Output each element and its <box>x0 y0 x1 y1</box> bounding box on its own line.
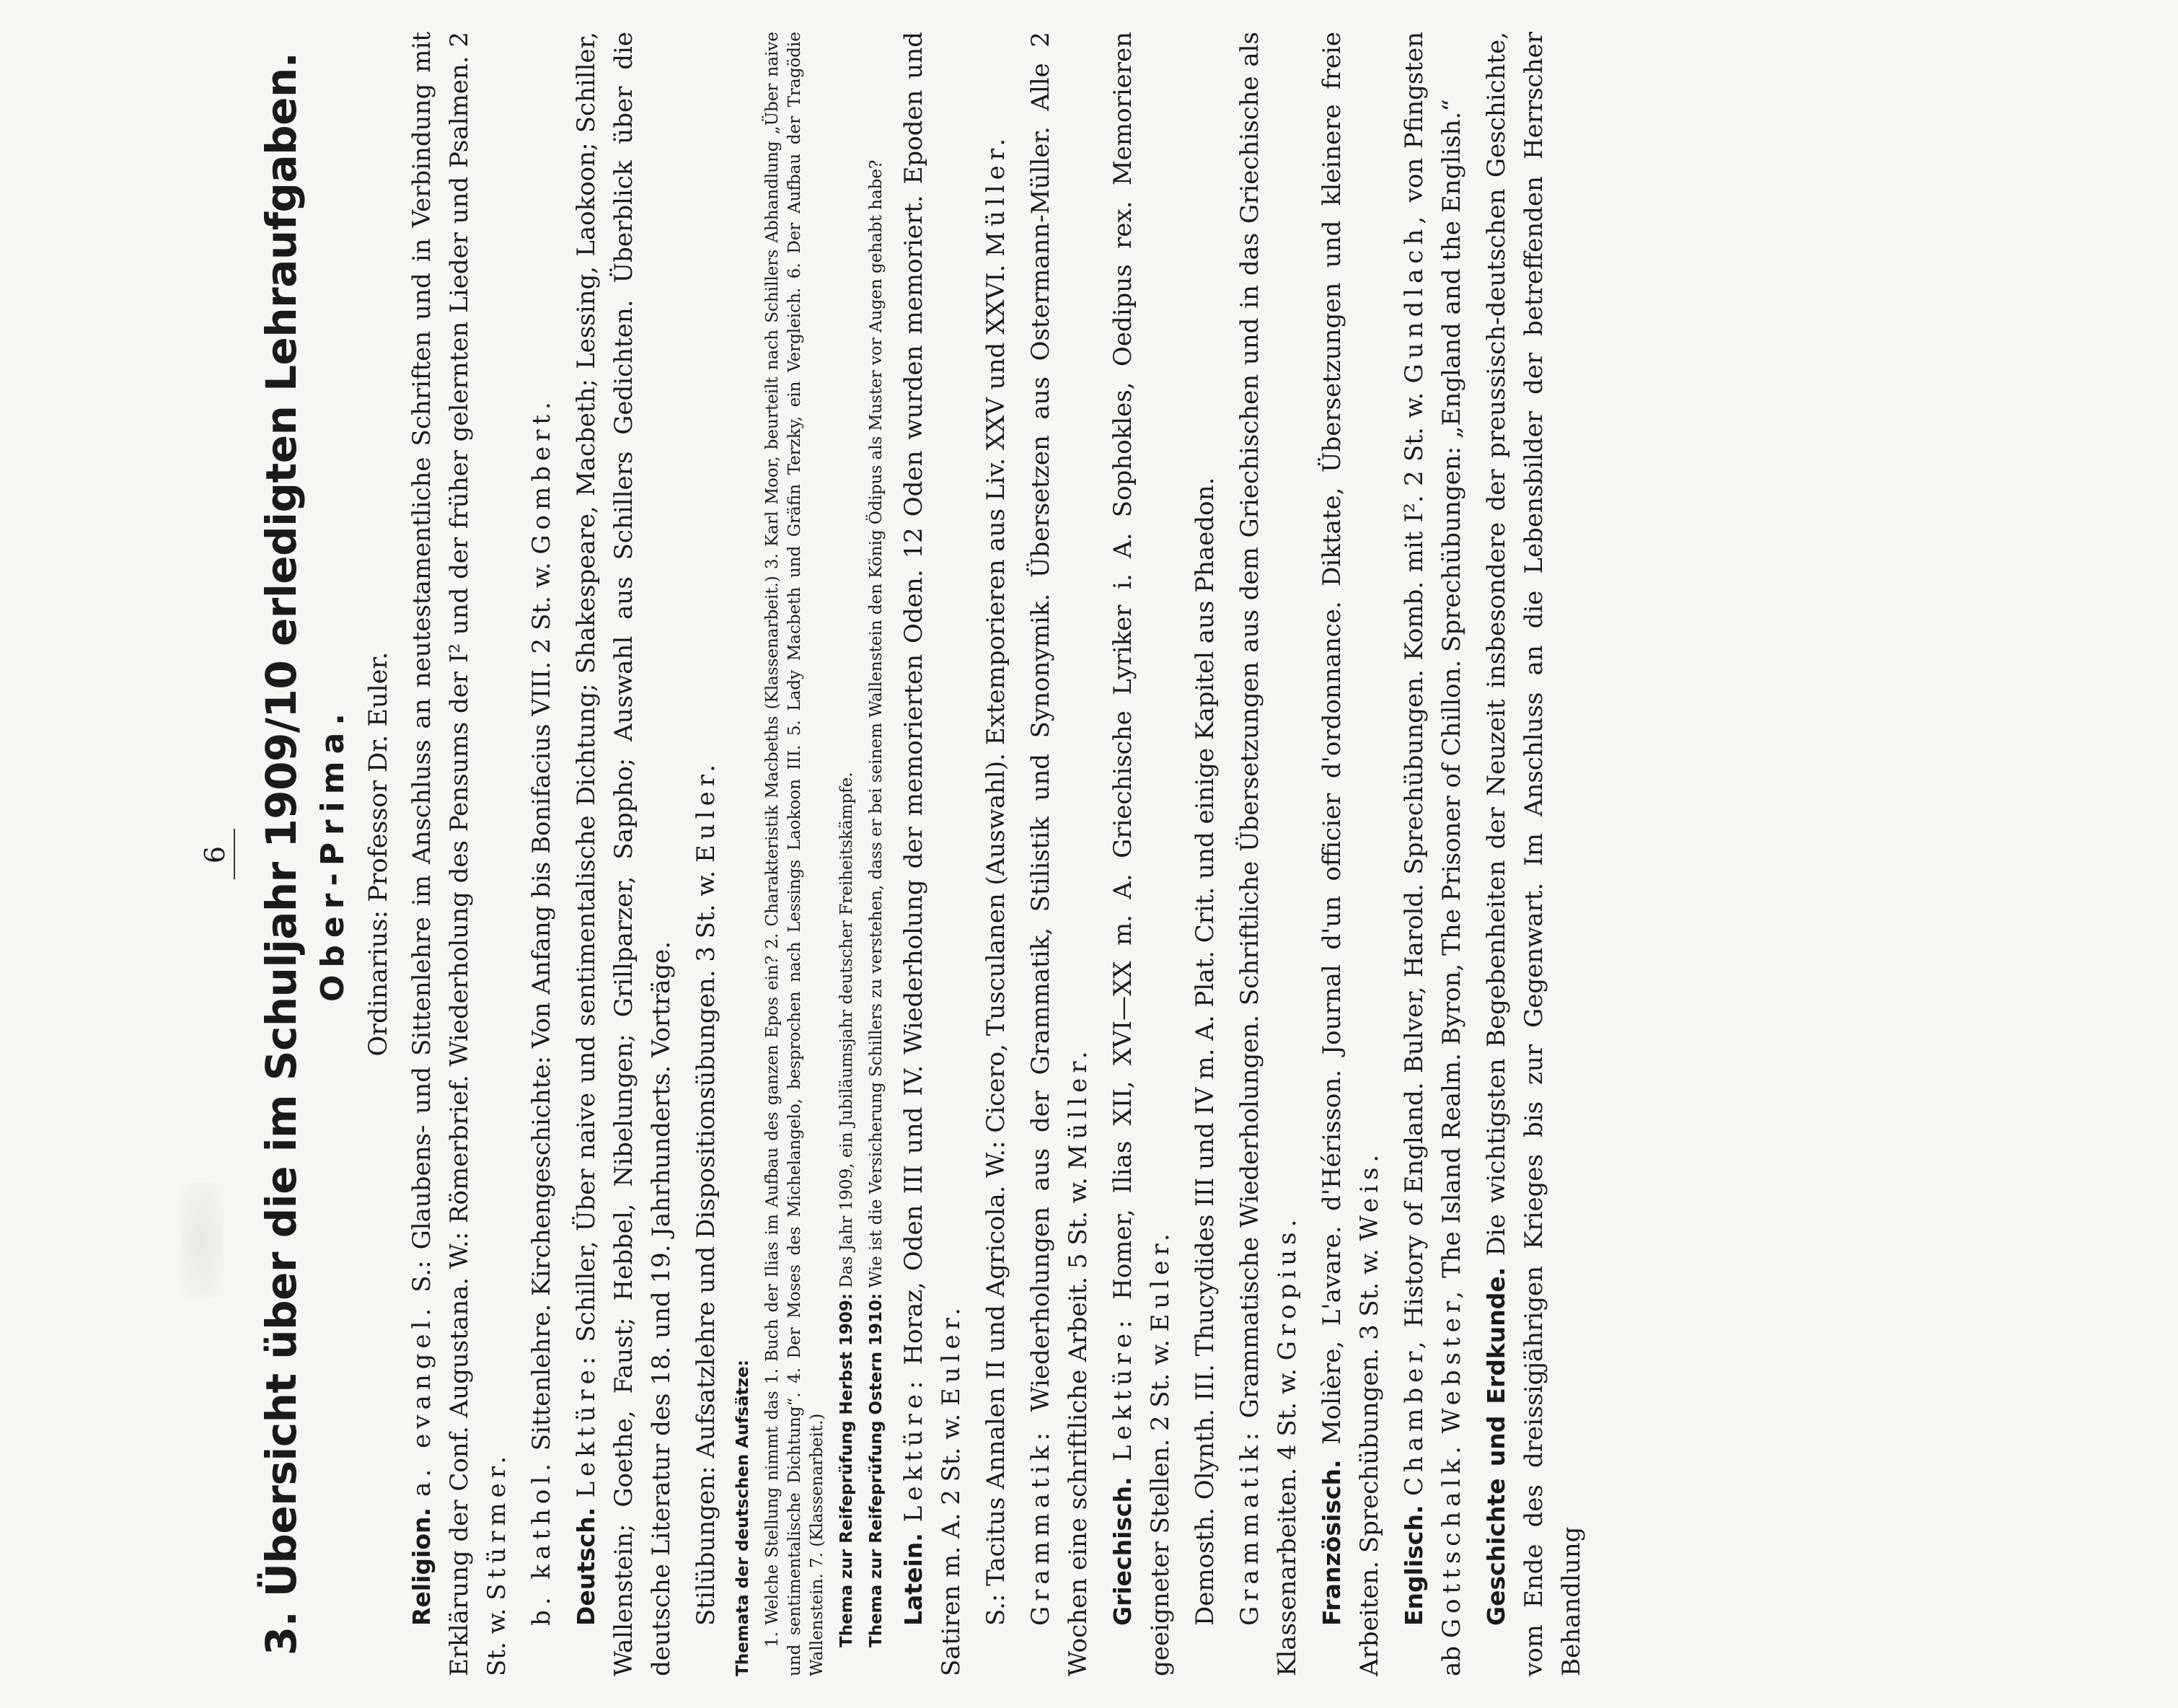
geschichte-text: Die wichtigsten Begebenheiten der Neuzeit insbesondere der preussisch-deutschen Geschichte, vom Ende des dreissigjährigen Krieges bis zur Gegenwart. Im Anschluss an die Lebensbilder der betreffenden Herrscher Behandlung <box>1482 32 1586 1676</box>
franzoesisch-teacher: Weis. <box>1355 1149 1384 1241</box>
thema-ostern <box>865 32 888 1676</box>
griechisch-demosth-paragraph <box>1186 32 1224 1676</box>
religion-paragraph-a <box>403 32 516 1676</box>
griechisch-grammatik-lead: Grammatik: <box>1235 1427 1264 1626</box>
section-heading: 3. Übersicht über die im Schuljahr 1909/10 erledigten Lehraufgaben. <box>257 52 306 1656</box>
subject-franzoesisch: Französisch. <box>1318 1459 1346 1626</box>
religion-a-teacher: Stürmer. <box>482 1451 511 1601</box>
themata-list <box>762 32 829 1676</box>
religion-b-teacher: Gombert. <box>527 397 556 555</box>
deutsch-lead: Lektüre: <box>572 1351 601 1498</box>
religion-paragraph-b <box>523 32 560 1676</box>
religion-b-lead: b. kathol. <box>527 1458 556 1626</box>
griechisch-grammatik-paragraph <box>1231 32 1306 1676</box>
deutsch-stil-text: Stilübungen: Aufsatzlehre und Dispositionsübungen. 3 St. w. <box>692 870 720 1626</box>
latein-grammatik-lead: Grammatik: <box>1026 1427 1055 1626</box>
latein-s-teacher: Müller. <box>982 133 1010 257</box>
englisch-author-webster: Webster, <box>1437 1285 1466 1434</box>
franzoesisch-paragraph <box>1313 32 1388 1676</box>
themata-heading-line <box>732 32 754 1676</box>
class-heading: Ober-Prima. <box>314 706 351 1002</box>
latein-s-text: S.: Tacitus Annalen II und Agricola. W.: Cicero, Tusculanen (Auswahl). Extemporieren aus Liv. XXV und XXVI. <box>982 264 1010 1626</box>
latein-grammatik-text: Wiederholungen aus der Grammatik, Stilistik und Synonymik. Übersetzen aus Ostermann-Müller. Alle 2 Wochen eine schriftliche Arbeit. 5 St. w. <box>1026 32 1093 1676</box>
griechisch-grammatik-teacher: Gropius. <box>1273 1214 1302 1361</box>
latein-teacher: Euler. <box>937 1303 966 1407</box>
griechisch-grammatik-text: Grammatische Wiederholungen. Schriftliche Übersetzungen aus dem Griechischen und in das Griechische als Klassenarbeiten. 4 St. w. <box>1235 32 1302 1676</box>
griechisch-teacher: Euler. <box>1146 1228 1175 1332</box>
griechisch-lead: Lektüre: <box>1108 1315 1137 1461</box>
englisch-text-1: History of England. Bulver, Harold. Sprechübungen. Komb. mit I². 2 St. w. <box>1400 392 1429 1327</box>
latein-grammatik-paragraph <box>1022 32 1097 1676</box>
subject-geschichte: Geschichte und Erdkunde. <box>1482 1267 1510 1626</box>
themata-heading: Themata der deutschen Aufsätze: <box>733 1360 752 1676</box>
geschichte-paragraph <box>1478 32 1590 1676</box>
religion-b-text: Sittenlehre. Kirchengeschichte: Von Anfang bis Bonifacius VIII. 2 St. w. <box>527 562 556 1451</box>
thema-herbst-label: Thema zur Reifeprüfung Herbst 1909: <box>837 1293 856 1647</box>
deutsch-text: Schiller, Über naive und sentimentalische Dichtung; Shakespeare, Macbeth; Lessing, Laokoon; Schiller, Wallenstein; Goethe, Faust; Hebbel, Nibelungen; Grillparzer, Sappho; Auswahl aus Schillers Gedichten. Überblick über die deutsche Literatur des 18. und 19. Jahrhunderts. Vorträge. <box>572 32 676 1676</box>
englisch-text-3: The Island Realm. Byron, The Prisoner of Chillon. Sprechübungen: „England and the English.“ <box>1437 99 1466 1278</box>
rotated-page-content <box>195 32 1983 1676</box>
griechisch-paragraph <box>1104 32 1179 1676</box>
thema-herbst-text: Das Jahr 1909, ein Jubiläumsjahr deutscher Freiheitskämpfe. <box>837 772 856 1288</box>
thema-ostern-text: Wie ist die Versicherung Schillers zu verstehen, dass er bei seinem Wallenstein den König Ödipus als Muster vor Augen gehabt habe? <box>867 159 886 1288</box>
subject-griechisch: Griechisch. <box>1108 1476 1137 1626</box>
subject-englisch: Englisch. <box>1400 1505 1428 1626</box>
religion-a-text: S.: Glaubens- und Sittenlehre im Anschluss an neutestamentliche Schriften und in Verbindung mit Erklärung der Conf. Augustana. W.: Römerbrief. Wiederholung des Pensums der I² und der früher gelernten Lieder und Psalmen. 2 St. w. <box>407 32 511 1676</box>
latein-grammatik-teacher: Müller. <box>1064 1046 1093 1170</box>
themata-text: 1. Welche Stellung nimmt das 1. Buch der Ilias im Aufbau des ganzen Epos ein? 2. Charakteristik Macbeths (Klassenarbeit.) 3. Karl Moor, beurteilt nach Schillers Abhandlung „Über naive und sentimentalische Dichtung“. 4. Der Moses des Michelangelo, besprochen nach Lessings Laokoon III. 5. Lady Macbeth und Gräfin Terzky, ein Vergleich. 6. Der Aufbau der Tragödie Wallenstein. 7. (Klassenarbeit.) <box>763 32 826 1676</box>
subject-deutsch: Deutsch. <box>572 1507 600 1626</box>
deutsch-teacher: Euler. <box>692 759 720 863</box>
deutsch-stil-paragraph <box>687 32 725 1676</box>
griechisch-text: Homer, Ilias XII, XVI—XX m. A. Griechische Lyriker i. A. Sophokles, Oedipus rex. Memorieren geeigneter Stellen. 2 St. w. <box>1108 32 1175 1676</box>
englisch-teacher-gottschalk: Gottschalk. <box>1437 1441 1466 1639</box>
ordinarius-line: Ordinarius: Professor Dr. Euler. <box>364 651 393 1057</box>
latein-paragraph <box>895 32 970 1676</box>
subject-latein: Latein. <box>899 1533 927 1626</box>
subject-religion: Religion. <box>407 1507 436 1626</box>
englisch-teacher-gundlach: Gundlach, <box>1400 211 1429 384</box>
englisch-text-2: von Pfingsten ab <box>1400 32 1466 1676</box>
latein-text: Horaz, Oden III und IV. Wiederholung der memorierten Oden. 12 Oden wurden memoriert. Epoden und Satiren m. A. 2 St. w. <box>899 32 966 1676</box>
religion-a-lead: a. evangel. <box>407 1303 436 1497</box>
deutsch-paragraph <box>568 32 680 1676</box>
englisch-paragraph <box>1396 32 1471 1676</box>
thema-herbst <box>836 32 858 1676</box>
page-number: 6 <box>199 844 231 864</box>
englisch-author-chamber: Chamber, <box>1400 1336 1429 1497</box>
latein-lead: Lektüre: <box>899 1375 928 1523</box>
griechisch-demosth-text: Demosth. Olynth. III. Thucydides III und IV m. A. Plat. Crit. und einige Kapitel aus Phaedon. <box>1191 477 1220 1626</box>
latein-s-paragraph <box>977 32 1015 1676</box>
thema-ostern-label: Thema zur Reifeprüfung Ostern 1910: <box>867 1293 886 1647</box>
franzoesisch-text: Molière, L'avare. d'Hérisson. Journal d'un officier d'ordonnance. Diktate, Übersetzungen und kleinere freie Arbeiten. Sprechübungen. 3 St. w. <box>1318 32 1384 1676</box>
page-number-rule <box>234 829 235 879</box>
